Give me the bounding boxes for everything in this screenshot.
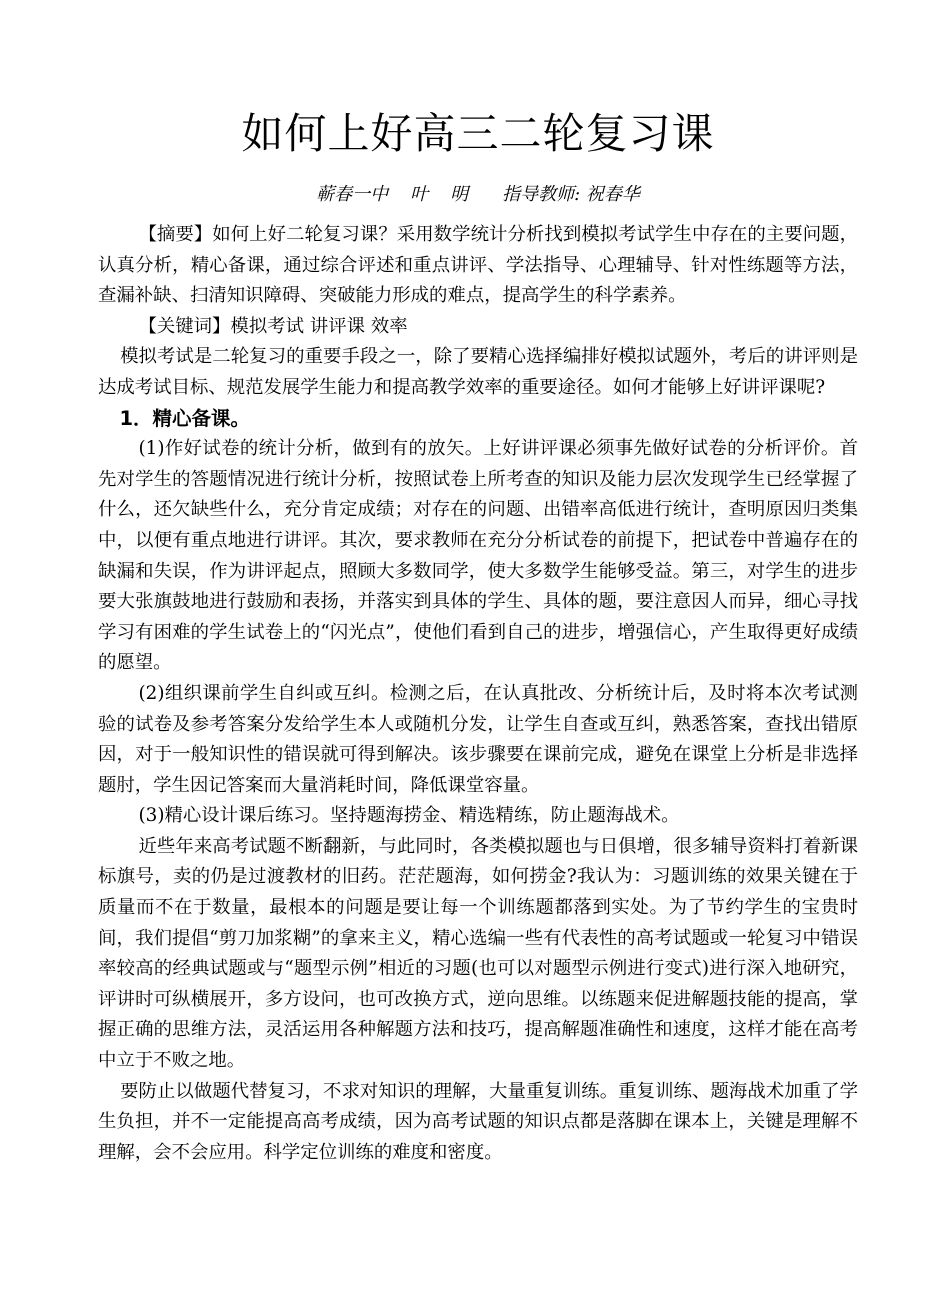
body-paragraph-3: (3)精心设计课后练习。坚持题海捞金、精选精练，防止题海战术。 xyxy=(138,805,680,827)
body-paragraph-2: (2)组织课前学生自纠或互纠。检测之后，在认真批改、分析统计后，及时将本次考试测验的试卷及参考答案分发给学生本人或随机分发，让学生自查或互纠，熟悉答案，查找出错原因，对于一般知识性的错误就可得到解决。该步骤要在课前完成，避免在课堂上分析是非选择题肘，学生因记答案而大量消耗时间，降低课堂容量。 xyxy=(98,682,858,796)
body-paragraph-5: 要防止以做题代替复习，不求对知识的理解，大量重复训练。重复训练、题海战术加重了学生负担，并不一定能提高高考成绩，因为高考试题的知识点都是落脚在课本上，关键是理解不理解，会不会应用。科学定位训练的难度和密度。 xyxy=(98,1080,858,1163)
body-paragraph-1: (1)作好试卷的统计分析，做到有的放矢。上好讲评课必须事先做好试卷的分析评价。首先对学生的答题情况进行统计分析，按照试卷上所考查的知识及能力层次发现学生已经掌握了什么，还欠缺些什么，充分肯定成绩；对存在的问题、出错率高低进行统计，查明原因归类集中，以便有重点地进行讲评。其次，要求教师在充分分析试卷的前提下，把试卷中普遍存在的缺漏和失误，作为讲评起点，照顾大多数同学，使大多数学生能够受益。第三，对学生的进步要大张旗鼓地进行鼓励和表扬，并落实到具体的学生、具体的题，要注意因人而异，细心寻找学习有困难的学生试卷上的“闪光点”，使他们看到自己的进步，增强信心，产生取得更好成绩的愿望。 xyxy=(98,438,858,674)
byline-school: 蕲春一中 xyxy=(316,184,389,205)
keywords-paragraph: 【关键词】模拟考试 讲评课 效率 xyxy=(138,315,408,337)
byline-author-surname: 叶 xyxy=(410,184,429,205)
document-body xyxy=(98,220,858,1168)
intro-paragraph: 模拟考试是二轮复习的重要手段之一，除了要精心选择编排好模拟试题外，考后的讲评则是达成考试目标、规范发展学生能力和提高教学效率的重要途径。如何才能够上好讲评课呢? xyxy=(98,346,858,398)
document-title: 如何上好高三二轮复习课 xyxy=(241,109,715,158)
abstract-paragraph: 【摘要】如何上好二轮复习课？采用数学统计分析找到模拟考试学生中存在的主要问题，认真分析，精心备课，通过综合评述和重点讲评、学法指导、心理辅导、针对性练题等方法，查漏补缺、扫清知识障碍、突破能力形成的难点，提高学生的科学素养。 xyxy=(98,224,858,307)
byline xyxy=(98,180,858,210)
body-paragraph-4: 近些年来高考试题不断翻新，与此同时，各类模拟题也与日俱增，很多辅导资料打着新课标旗号，卖的仍是过渡教材的旧药。茫茫题海，如何捞金?我认为：习题训练的效果关键在于质量而不在于数量，最根本的问题是要让每一个训练题都落到实处。为了节约学生的宝贵时间，我们提倡“剪刀加浆糊”的拿来主义，精心选编一些有代表性的高考试题或一轮复习中错误率较高的经典试题或与“题型示例”相近的习题(也可以对题型示例进行变式)进行深入地研究，评讲时可纵横展开，多方设问，也可改换方式，逆向思维。以练题来促进解题技能的提高，掌握正确的思维方法，灵活运用各种解题方法和技巧，提高解题准确性和速度，这样才能在高考中立于不败之地。 xyxy=(98,835,858,1072)
section-heading: 1．精心备课。 xyxy=(119,406,251,430)
byline-author-given: 明 xyxy=(450,184,469,205)
byline-advisor: 指导教师: 祝春华 xyxy=(502,184,640,205)
